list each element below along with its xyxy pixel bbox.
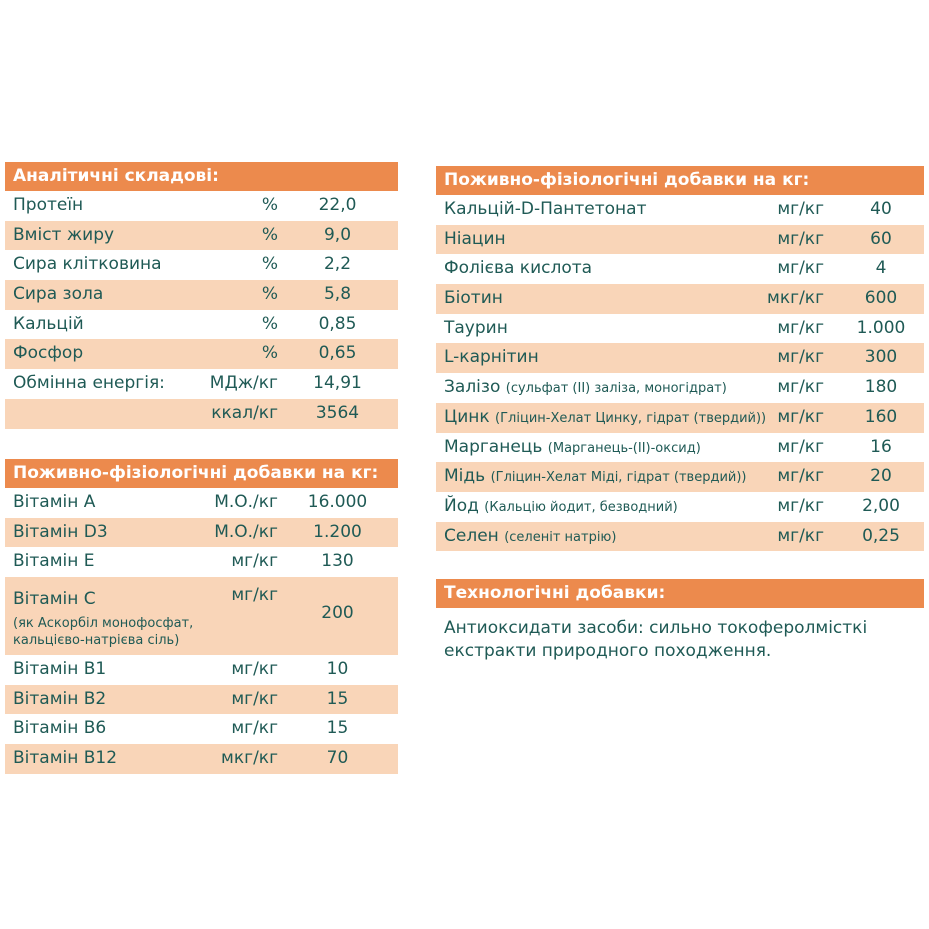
row-label	[444, 433, 701, 464]
row-label	[13, 221, 114, 251]
row-label	[444, 195, 647, 226]
row-unit: МДж/кг	[209, 373, 278, 394]
row-value: 10	[326, 659, 349, 680]
row-label	[13, 685, 106, 715]
vitamins-table	[5, 488, 398, 577]
row-value: 22,0	[318, 195, 357, 215]
row-unit: мг/кг	[777, 258, 824, 279]
row-label	[13, 744, 117, 774]
technological-text: Антиоксидати засоби: сильно токоферолмісткі екстракти природного походження.	[444, 618, 868, 661]
row-label	[444, 492, 678, 523]
row-label-text: Сира зола	[13, 284, 104, 305]
row-value: 5,8	[323, 284, 352, 305]
row-label-text: Вітамін Е	[13, 551, 95, 572]
row-value: 300	[864, 347, 898, 368]
row-unit: мг/кг	[777, 406, 824, 427]
row-label	[444, 373, 727, 404]
row-label-text: Вітамін А	[13, 492, 96, 512]
row-value: 40	[870, 199, 892, 219]
table-row	[436, 492, 924, 522]
table-row	[5, 744, 398, 774]
row-label	[444, 403, 766, 434]
row-unit: М.О./кг	[214, 521, 278, 542]
row-unit: мг/кг	[777, 377, 824, 398]
row-label-text: Вітамін В2	[13, 688, 107, 709]
row-unit: мг/кг	[231, 718, 278, 739]
row-label	[444, 522, 616, 553]
row-label-text: Кальцій-D-Пантетонат	[444, 199, 647, 219]
row-unit: %	[261, 195, 278, 215]
row-label-text: Таурин	[444, 317, 508, 338]
table-row	[5, 488, 398, 518]
row-unit: мг/кг	[777, 495, 824, 516]
row-label	[13, 250, 162, 280]
table-row	[5, 221, 398, 251]
row-label-text: L-карнітин	[444, 347, 539, 368]
row-label	[13, 339, 83, 369]
supplements-panel	[436, 166, 924, 551]
row-value: 200	[321, 603, 354, 624]
table-row	[5, 191, 398, 221]
table-row	[436, 314, 924, 344]
analytic-header: Аналітичні складові:	[5, 162, 398, 191]
vitamin-c-label: Вітамін С	[13, 589, 96, 610]
vitamin-c-note: (як Аскорбіл монофосфат, кальцієво-натрієва сіль)	[13, 615, 194, 648]
supplements-header: Поживно-фізіологічні добавки на кг:	[436, 166, 924, 195]
row-label-text: Вітамін В1	[13, 659, 107, 680]
row-label-text: Марганець	[444, 436, 543, 457]
vitamins-panel	[5, 459, 398, 774]
table-row	[436, 373, 924, 403]
table-row	[436, 254, 924, 284]
row-unit: мг/кг	[777, 317, 824, 338]
row-unit: мг/кг	[777, 347, 824, 368]
row-label-text: Селен	[444, 525, 499, 546]
table-row	[436, 225, 924, 255]
table-row	[5, 369, 398, 399]
row-label	[13, 310, 84, 340]
row-label	[13, 369, 165, 399]
row-label	[13, 518, 108, 548]
row-unit: ккал/кг	[211, 402, 278, 423]
row-value: 1.000	[856, 317, 906, 338]
row-value: 20	[870, 466, 892, 487]
row-value: 9,0	[323, 224, 352, 245]
row-label	[13, 585, 243, 649]
row-value: 3564	[315, 402, 360, 423]
table-row	[436, 195, 924, 225]
row-label-text: Фосфор	[13, 343, 84, 364]
table-row	[5, 399, 398, 429]
row-label-text: Мідь	[444, 466, 486, 487]
table-row	[5, 339, 398, 369]
row-label-text: Біотин	[444, 288, 503, 309]
row-label-text: Кальцій	[13, 313, 84, 334]
row-value: 60	[870, 228, 892, 249]
table-row	[436, 284, 924, 314]
row-unit: мг/кг	[777, 466, 824, 487]
row-label-text: Вміст жиру	[13, 224, 115, 245]
row-label	[13, 655, 106, 685]
row-unit: мкг/кг	[221, 748, 278, 769]
row-value: 0,85	[318, 313, 357, 334]
row-label-text: Сира клітковина	[13, 254, 162, 275]
row-value: 15	[326, 718, 349, 739]
row-value: 180	[864, 377, 898, 398]
row-label-text: Залізо	[444, 377, 501, 398]
row-label-note: (Марганець-(II)-оксид)	[547, 440, 701, 456]
row-unit: мкг/кг	[767, 288, 824, 309]
table-row	[5, 280, 398, 310]
row-unit: мг/кг	[777, 228, 824, 249]
row-label-note: (Кальцію йодит, безводний)	[484, 499, 678, 515]
row-value: 16	[870, 436, 892, 457]
row-value: 2,00	[862, 495, 900, 516]
row-label-text: Вітамін D3	[13, 521, 108, 542]
row-unit: %	[261, 254, 278, 275]
row-unit: %	[261, 343, 278, 364]
row-unit: %	[261, 313, 278, 334]
vitamins-table-continued	[5, 655, 398, 774]
row-value: 130	[321, 551, 354, 572]
row-unit: %	[261, 224, 278, 245]
row-label	[13, 547, 95, 577]
technological-header: Технологічні добавки:	[436, 579, 924, 608]
row-label-note: (сульфат (II) заліза, моногідрат)	[505, 381, 727, 397]
row-unit: мг/кг	[777, 525, 824, 546]
row-unit: мг/кг	[777, 199, 824, 219]
table-row	[5, 547, 398, 577]
row-value: 16.000	[307, 492, 368, 512]
row-unit: мг/кг	[231, 551, 278, 572]
analytic-panel	[5, 162, 398, 429]
row-value: 600	[864, 288, 898, 309]
row-label-text: Обмінна енергія:	[13, 373, 165, 394]
table-row	[5, 310, 398, 340]
row-label	[13, 280, 103, 310]
row-value: 4	[875, 258, 887, 279]
table-row	[5, 250, 398, 280]
row-label	[444, 462, 747, 493]
row-label-text: Ніацин	[444, 228, 506, 249]
table-row	[436, 343, 924, 373]
table-row	[5, 518, 398, 548]
row-unit: мг/кг	[777, 436, 824, 457]
row-label-text: Цинк	[444, 406, 490, 427]
row-value: 15	[326, 688, 349, 709]
row-value: 1.200	[313, 521, 362, 542]
supplements-table	[436, 195, 924, 551]
row-unit: мг/кг	[231, 585, 278, 606]
row-label	[13, 714, 106, 744]
row-unit: М.О./кг	[214, 492, 278, 512]
table-row	[5, 655, 398, 685]
technological-panel	[436, 579, 924, 663]
table-row-vitamin-c	[5, 577, 398, 655]
row-label	[444, 254, 592, 285]
row-value: 14,91	[313, 373, 362, 394]
vitamins-header: Поживно-фізіологічні добавки на кг:	[5, 459, 398, 488]
row-value: 0,65	[318, 343, 357, 364]
row-label-note: (селеніт натрію)	[504, 529, 617, 545]
row-label-text: Протеїн	[13, 195, 84, 215]
table-row	[436, 403, 924, 433]
row-label	[444, 314, 508, 345]
table-row	[436, 433, 924, 463]
row-unit: мг/кг	[231, 659, 278, 680]
table-row	[436, 522, 924, 552]
row-label-text: Фолієва кислота	[444, 258, 593, 279]
row-label	[444, 225, 506, 256]
row-label-note: (Гліцин-Хелат Міді, гідрат (твердий))	[490, 470, 747, 486]
row-label	[13, 488, 95, 518]
row-unit: мг/кг	[231, 688, 278, 709]
table-row	[5, 685, 398, 715]
row-label	[13, 191, 83, 221]
row-unit: %	[261, 284, 278, 305]
row-value: 160	[864, 406, 898, 427]
analytic-table	[5, 191, 398, 429]
row-label-note: (Гліцин-Хелат Цинку, гідрат (твердий))	[495, 410, 767, 426]
row-label-text: Вітамін В12	[13, 748, 118, 769]
table-row	[436, 462, 924, 492]
row-label-text: Йод	[444, 495, 479, 516]
row-label-text: Вітамін В6	[13, 718, 107, 739]
row-value: 0,25	[862, 525, 900, 546]
row-label	[444, 284, 503, 315]
row-value: 70	[326, 748, 349, 769]
table-row	[5, 714, 398, 744]
row-label	[444, 343, 539, 374]
row-value: 2,2	[323, 254, 352, 275]
